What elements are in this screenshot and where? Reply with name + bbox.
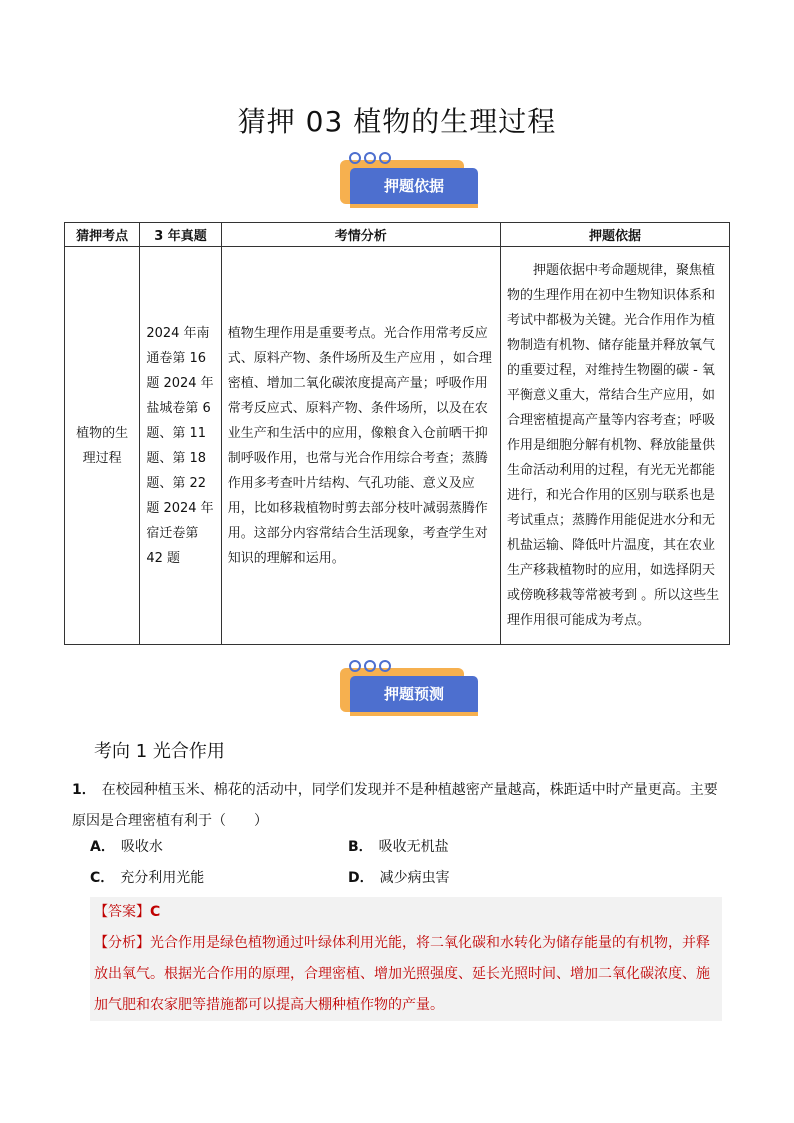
answer-line	[90, 897, 722, 928]
point-cell: 植物的生理过程	[65, 247, 140, 645]
answer-tag: 【答案】	[94, 904, 150, 920]
section-banner-predict	[336, 654, 482, 724]
years-cell: 2024 年南通卷第 16 题 2024 年盐城卷第 6 题、第 11 题、第 18 题、第 22 题 2024 年宿迁卷第 42 题	[140, 247, 221, 645]
rings-icon	[348, 658, 398, 674]
section-banner-basis	[336, 146, 482, 216]
option-c[interactable]: C． 充分利用光能	[90, 870, 205, 886]
question-text: 在校园种植玉米、棉花的活动中，同学们发现并不是种植越密产量越高，株距适中时产量更高。主要原因是合理密植有利于（ ）	[72, 782, 718, 829]
option-text: 吸收无机盐	[378, 839, 449, 855]
direction-heading: 考向 1 光合作用	[94, 741, 225, 762]
header-cell: 押题依据	[500, 223, 729, 247]
page-title: 猜押 03 植物的生理过程	[237, 105, 557, 138]
option-text: 减少病虫害	[379, 870, 450, 886]
question-stem	[72, 775, 724, 837]
answer-box	[90, 897, 722, 1021]
banner-label: 押题预测	[350, 676, 478, 716]
option-a[interactable]: A． 吸收水	[90, 839, 163, 855]
question-number: 1．	[72, 782, 96, 798]
analysis-text: 光合作用是绿色植物通过叶绿体利用光能，将二氧化碳和水转化为储存能量的有机物，并释放出氧气。根据光合作用的原理，合理密植、增加光照强度、延长光照时间、增加二氧化碳浓度、施加气肥和农家肥等措施都可以提高大棚种植作物的产量。	[94, 935, 710, 1013]
header-cell: 3 年真题	[140, 223, 221, 247]
option-b[interactable]: B． 吸收无机盐	[348, 839, 449, 855]
option-d[interactable]: D． 减少病虫害	[348, 870, 450, 886]
answer-value: C	[150, 904, 161, 920]
rings-icon	[348, 150, 398, 166]
banner-label: 押题依据	[350, 168, 478, 208]
analysis-tag: 【分析】	[94, 935, 150, 951]
analysis-line	[90, 928, 722, 1021]
option-text: 吸收水	[120, 839, 163, 855]
table-row	[65, 247, 730, 645]
table-header-row	[65, 223, 730, 247]
option-text: 充分利用光能	[120, 870, 205, 886]
header-cell: 猜押考点	[65, 223, 140, 247]
analysis-cell: 植物生理作用是重要考点。光合作用常考反应式、原料产物、条件场所及生产应用 ，如合理密植、增加二氧化碳浓度提高产量；呼吸作用常考反应式、原料产物、条件场所，以及在农业生产和生活中的应用，像粮食入仓前晒干抑制呼吸作用，也常与光合作用综合考查；蒸腾作用多考查叶片结构、气孔功能、意义及应用，比如移栽植物时剪去部分枝叶减弱蒸腾作用。这部分内容常结合生活现象，考查学生对知识的理解和运用。	[221, 247, 500, 645]
header-cell: 考情分析	[221, 223, 500, 247]
basis-table	[64, 222, 730, 645]
basis-cell: 押题依据中考命题规律，聚焦植物的生理作用在初中生物知识体系和考试中都极为关键。光合作用作为植物制造有机物、储存能量并释放氧气的重要过程，对维持生物圈的碳 - 氧平衡意义重大，常结合生产应用，如合理密植提高产量等内容考查；呼吸作用是细胞分解有机物、释放能量供生命活动利用的过程，有光无光都能进行，和光合作用的区别与联系也是考试重点；蒸腾作用能促进水分和无机盐运输、降低叶片温度，其在农业生产移栽植物时的应用，如选择阴天或傍晚移栽等常被考到 。所以这些生理作用很可能成为考点。	[500, 247, 729, 645]
